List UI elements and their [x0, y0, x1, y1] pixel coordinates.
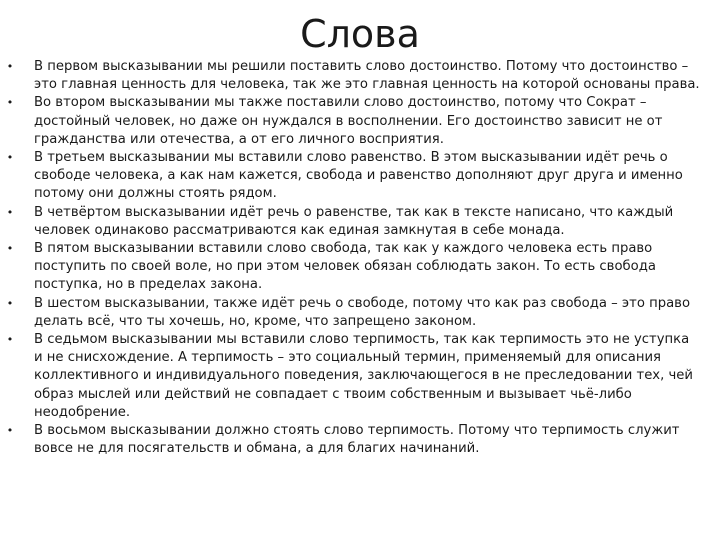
bullet-text: Во втором высказывании мы также поставили слово достоинство, потому что Сократ – достойный человек, но даже он нуждался в восполнении. Его достоинство зависит не от гражданства или отечества, а от его личного восприятия. — [34, 95, 663, 147]
bullet-dot-icon: • — [6, 424, 14, 438]
bullet-item-7 — [0, 331, 720, 422]
bullet-dot-icon: • — [6, 333, 14, 347]
bullet-text: В пятом высказывании вставили слово свобода, так как у каждого человека есть право поступить по своей воле, но при этом человек обязан соблюдать закон. То есть свобода поступка, но в пределах закона. — [34, 241, 656, 293]
bullet-text: В шестом высказывании, также идёт речь о свободе, потому что как раз свобода – это право делать всё, что ты хочешь, но, кроме, что запрещено законом. — [34, 295, 691, 329]
bullet-dot-icon: • — [6, 151, 14, 165]
bullet-text: В восьмом высказывании должно стоять слово терпимость. Потому что терпимость служит вовсе не для посягательств и обмана, а для благих начинаний. — [34, 423, 680, 457]
bullet-item-8 — [0, 422, 720, 458]
bullet-item-3 — [0, 149, 720, 204]
slide-title: Слова — [300, 12, 420, 56]
bullet-list — [0, 58, 720, 458]
bullet-item-1 — [0, 58, 720, 94]
bullet-dot-icon: • — [6, 60, 14, 73]
bullet-item-6 — [0, 295, 720, 331]
bullet-item-4 — [0, 204, 720, 240]
bullet-text: В седьмом высказывании мы вставили слово терпимость, так как терпимость это не уступка и не снисхождение. А терпимость – это социальный термин, применяемый для описания коллективного и индивидуального поведения, заключающегося в не преследовании тех, чей образ мыслей или действий не совпадает с твоим собственным и вызывает чьё-либо неодобрение. — [34, 332, 693, 420]
bullet-text: В первом высказывании мы решили поставить слово достоинство. Потому что достоинство – это главная ценность для человека, так же это главная ценность на которой основаны права. — [34, 59, 700, 93]
bullet-dot-icon: • — [6, 96, 14, 110]
bullet-item-2 — [0, 94, 720, 149]
bullet-text: В четвёртом высказывании идёт речь о равенстве, так как в тексте написано, что каждый человек одинаково рассматриваются как единая замкнутая в себе монада. — [34, 204, 674, 238]
bullet-dot-icon: • — [6, 242, 14, 256]
bullet-text: В третьем высказывании мы вставили слово равенство. В этом высказывании идёт речь о свободе человека, а как нам кажется, свобода и равенство дополняют друг друга и именно потому они должны стоять рядом. — [34, 150, 683, 202]
bullet-dot-icon: • — [6, 296, 14, 310]
bullet-item-5 — [0, 240, 720, 295]
bullet-dot-icon: • — [6, 205, 14, 219]
